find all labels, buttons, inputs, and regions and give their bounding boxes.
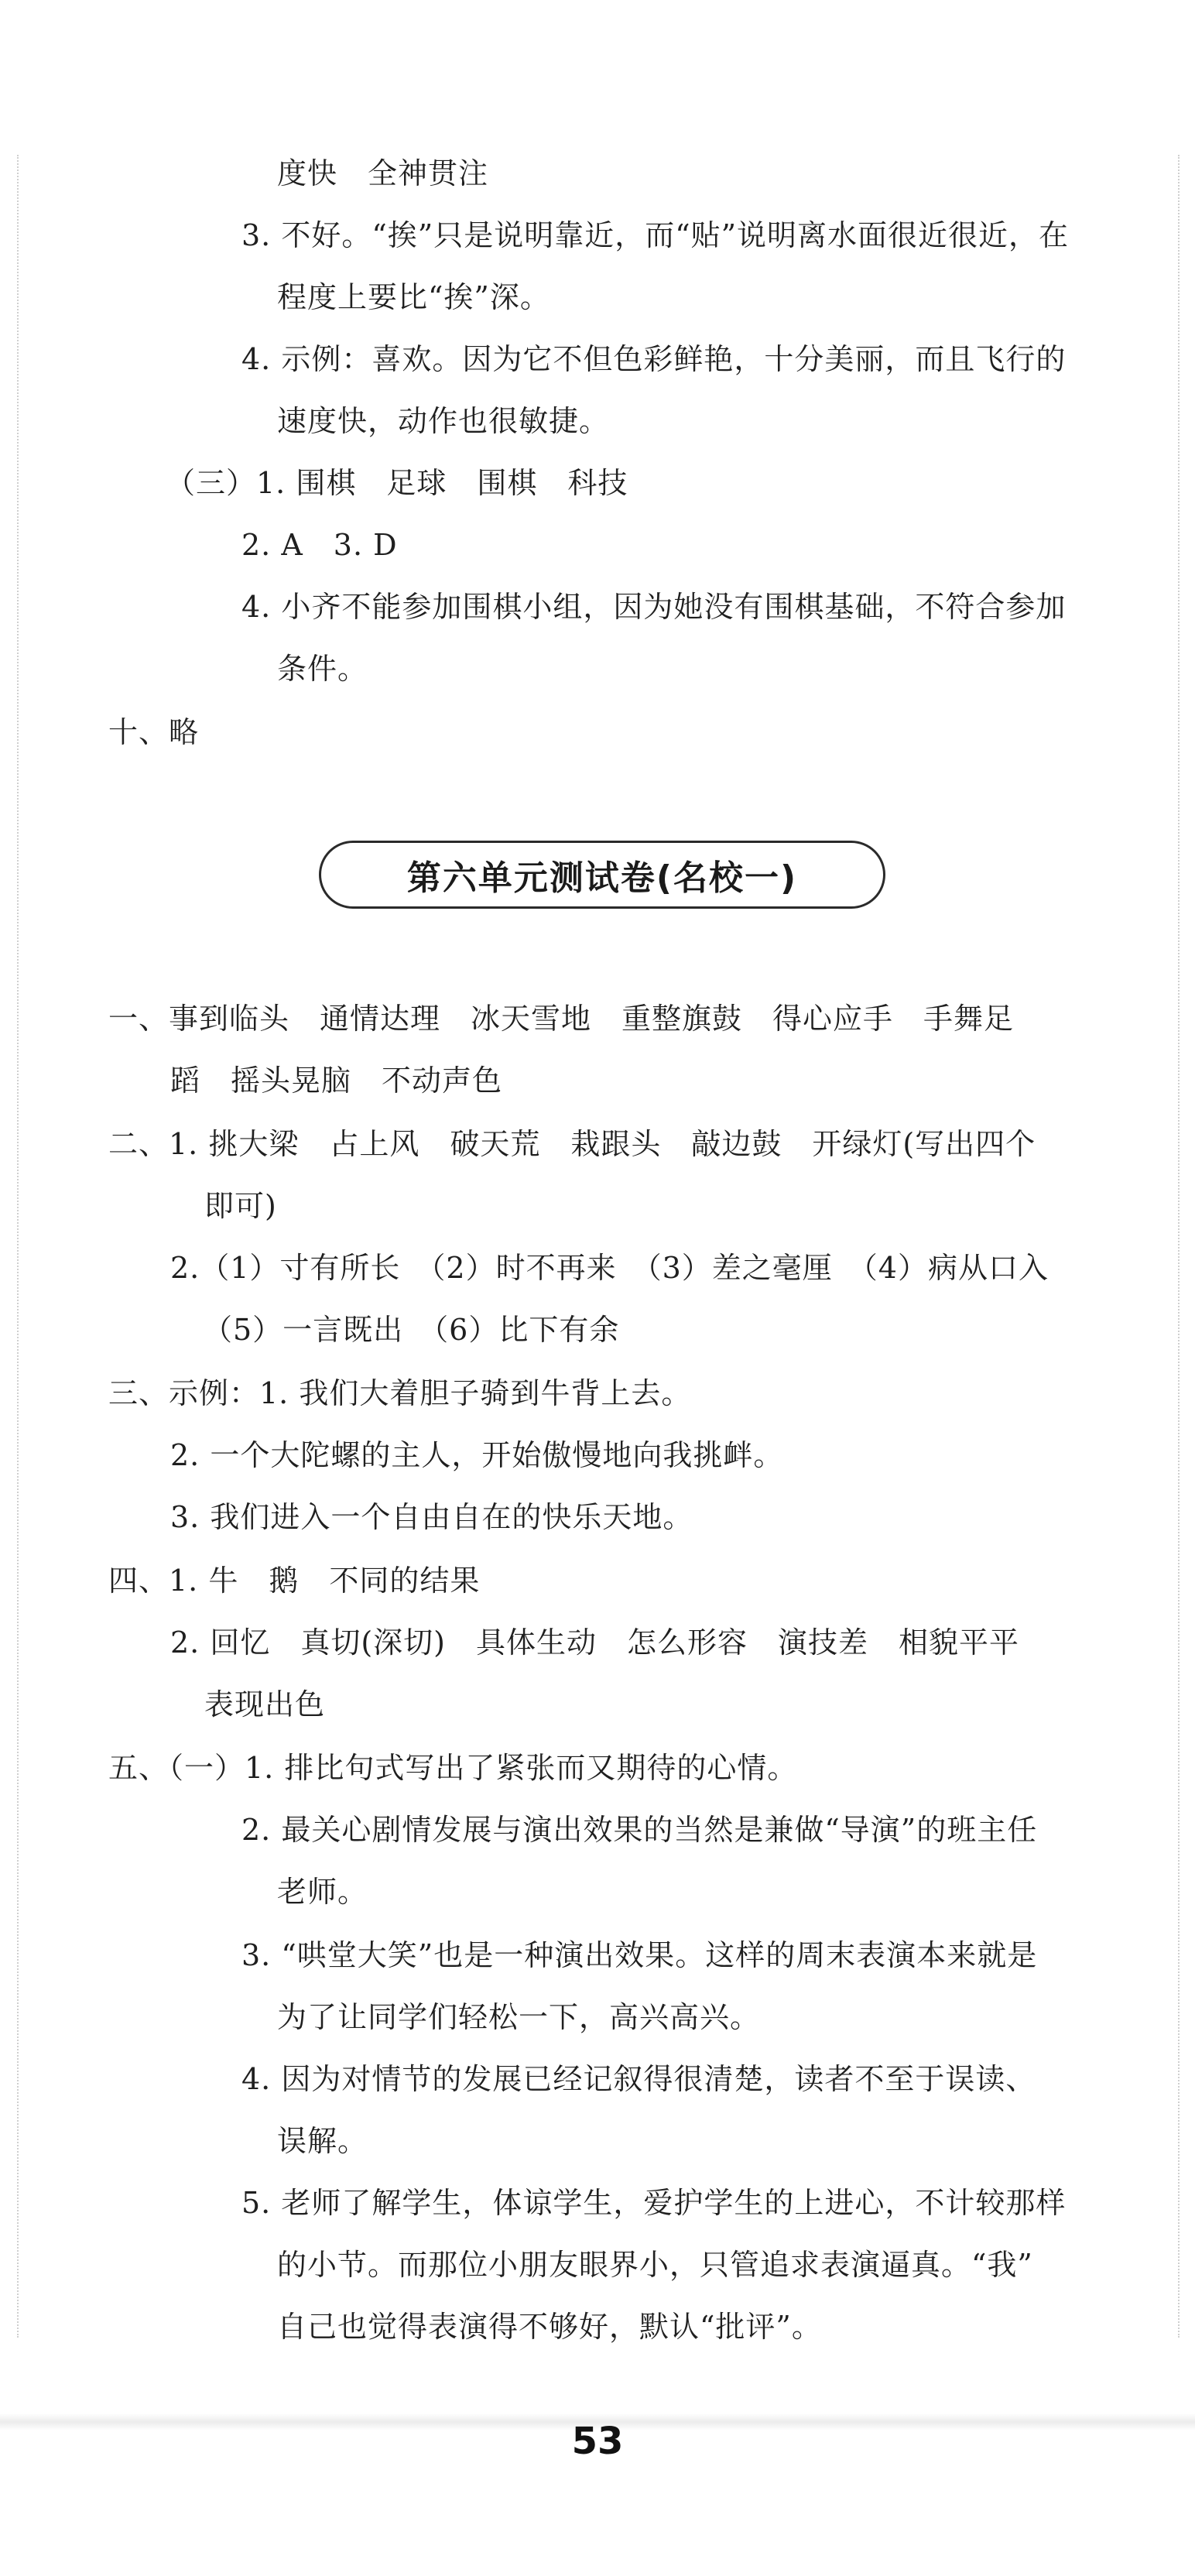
answer-line: 五、（一）1. 排比句式写出了紧张而又期待的心情。 xyxy=(108,1751,798,1785)
answer-line: 速度快，动作也很敏捷。 xyxy=(277,404,610,438)
answer-line: 的小节。而那位小朋友眼界小，只管追求表演逼真。“我” xyxy=(277,2248,1033,2282)
answer-line: 表现出色 xyxy=(204,1687,326,1721)
answer-line: 2. 最关心剧情发展与演出效果的当然是兼做“导演”的班主任 xyxy=(241,1813,1038,1847)
answer-line: （三）1. 围棋 足球 围棋 科技 xyxy=(166,466,628,500)
answer-line: 2. 一个大陀螺的主人，开始傲慢地向我挑衅。 xyxy=(170,1438,784,1472)
answer-line: 程度上要比“挨”深。 xyxy=(277,280,550,314)
answer-line: （5）一言既出 （6）比下有余 xyxy=(203,1313,620,1347)
answer-line: 蹈 摇头晃脑 不动声色 xyxy=(170,1064,503,1098)
answer-line: 4. 因为对情节的发展已经记叙得很清楚，读者不至于误读、 xyxy=(241,2062,1036,2096)
answer-line: 2. A 3. D xyxy=(241,528,398,562)
answer-line: 即可) xyxy=(204,1189,277,1223)
answer-line: 条件。 xyxy=(277,652,368,686)
answer-line: 3. 不好。“挨”只是说明靠近，而“贴”说明离水面很近很近，在 xyxy=(241,218,1070,252)
answer-line: 5. 老师了解学生，体谅学生，爱护学生的上进心，不计较那样 xyxy=(241,2186,1067,2220)
answer-line: 4. 示例：喜欢。因为它不但色彩鲜艳，十分美丽，而且飞行的 xyxy=(241,342,1067,376)
answer-line: 4. 小齐不能参加围棋小组，因为她没有围棋基础，不符合参加 xyxy=(241,590,1067,624)
answer-line: 一、事到临头 通情达理 冰天雪地 重整旗鼓 得心应手 手舞足 xyxy=(108,1002,1015,1036)
answer-line: 3. 我们进入一个自由自在的快乐天地。 xyxy=(170,1500,693,1534)
answer-line: 误解。 xyxy=(277,2124,368,2158)
left-margin-guide xyxy=(17,155,19,2338)
right-margin-guide xyxy=(1178,155,1180,2338)
answer-line: 老师。 xyxy=(277,1875,368,1909)
answer-line: 四、1. 牛 鹅 不同的结果 xyxy=(108,1564,481,1598)
unit-title: 第六单元测试卷(名校一) xyxy=(406,858,798,898)
unit-title-box xyxy=(319,841,885,909)
answer-line: 2.（1）寸有所长 （2）时不再来 （3）差之毫厘 （4）病从口入 xyxy=(170,1251,1049,1285)
answer-line: 三、示例：1. 我们大着胆子骑到牛背上去。 xyxy=(108,1376,692,1410)
answer-line: 为了让同学们轻松一下，高兴高兴。 xyxy=(277,2000,761,2034)
answer-line: 自己也觉得表演得不够好，默认“批评”。 xyxy=(277,2310,822,2344)
answer-line: 二、1. 挑大梁 占上风 破天荒 栽跟头 敲边鼓 开绿灯(写出四个 xyxy=(108,1127,1036,1161)
page-number: 53 xyxy=(571,2420,624,2463)
answer-line: 度快 全神贯注 xyxy=(277,156,489,190)
answer-line: 十、略 xyxy=(108,715,200,749)
answer-line: 3. “哄堂大笑”也是一种演出效果。这样的周末表演本来就是 xyxy=(241,1938,1038,1972)
answer-line: 2. 回忆 真切(深切) 具体生动 怎么形容 演技差 相貌平平 xyxy=(170,1625,1019,1660)
